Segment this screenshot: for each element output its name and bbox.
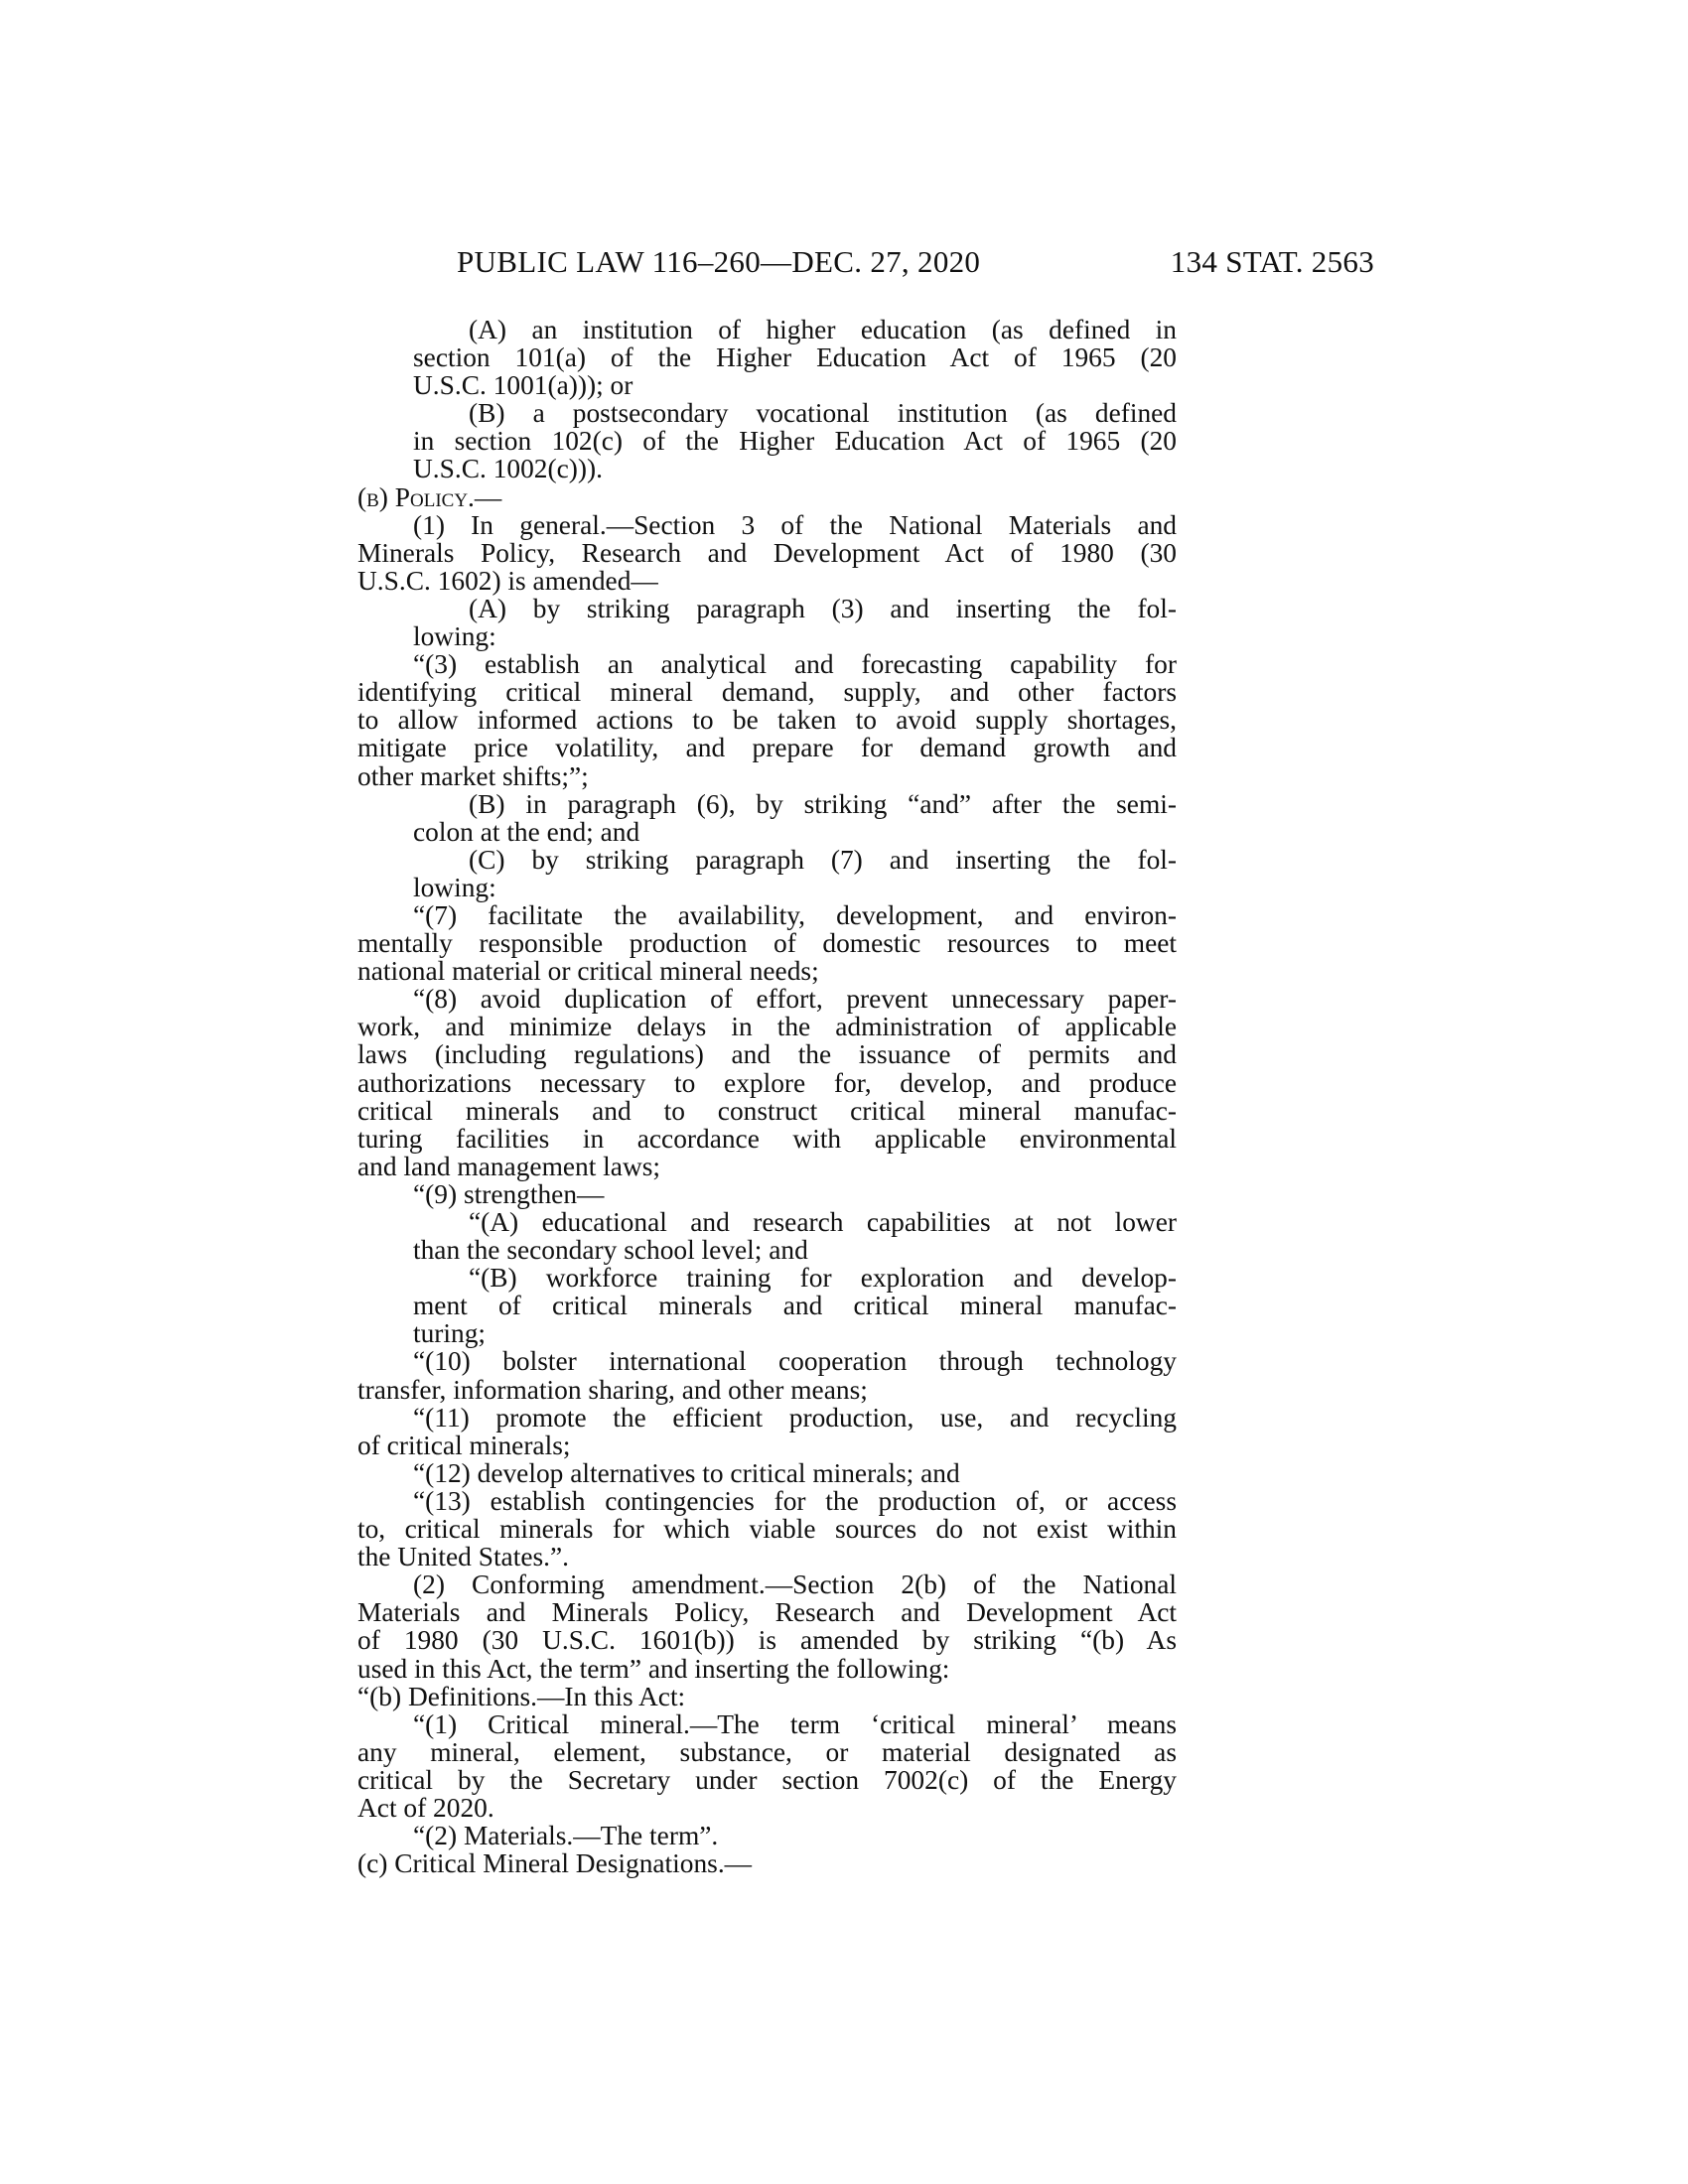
text-line: “(2) Materials.—The term”.	[413, 1821, 719, 1851]
text-line: U.S.C. 1602) is amended—	[357, 565, 658, 596]
text-line: work, and minimize delays in the administration of applicable	[357, 1012, 1177, 1042]
text-line: “(7) facilitate the availability, development, and environ-	[413, 899, 1177, 930]
text-line: (B) a postsecondary vocational institution (as defined	[469, 398, 1177, 429]
text-line: authorizations necessary to explore for, develop, and produce	[357, 1067, 1177, 1098]
text-line: critical by the Secretary under section 7002(c) of the Energy	[357, 1764, 1177, 1795]
text-line: “(13) establish contingencies for the production of, or access	[413, 1485, 1177, 1516]
text-line: to allow informed actions to be taken to avoid supply shortages,	[357, 705, 1177, 736]
text-line: lowing:	[413, 872, 496, 902]
text-line: of 1980 (30 U.S.C. 1601(b)) is amended by striking “(b) As	[357, 1625, 1177, 1656]
text-line: section 101(a) of the Higher Education Act of 1965 (20	[413, 342, 1177, 373]
text-line: turing facilities in accordance with applicable environmental	[357, 1123, 1177, 1154]
text-line: mentally responsible production of domestic resources to meet	[357, 928, 1177, 959]
text-line: colon at the end; and	[413, 816, 640, 847]
document-body	[357, 316, 1177, 1877]
text-line: “(8) avoid duplication of effort, prevent unnecessary paper-	[413, 984, 1177, 1015]
text-line: to, critical minerals for which viable sources do not exist within	[357, 1514, 1177, 1545]
text-line: U.S.C. 1001(a))); or	[413, 370, 633, 401]
text-line: than the secondary school level; and	[413, 1235, 808, 1266]
text-line: lowing:	[413, 621, 496, 652]
text-line: “(B) workforce training for exploration and develop-	[469, 1263, 1177, 1294]
text-line: (A) an institution of higher education (as defined in	[469, 315, 1177, 344]
text-line: U.S.C. 1002(c))).	[413, 454, 603, 484]
text-line: (B) in paragraph (6), by striking “and” after the semi-	[469, 788, 1177, 819]
text-line: transfer, information sharing, and other means;	[357, 1374, 868, 1405]
text-line: “(10) bolster international cooperation through technology	[413, 1346, 1177, 1377]
text-line: of critical minerals;	[357, 1430, 571, 1460]
text-line: (1) In general.—Section 3 of the National Materials and	[413, 509, 1177, 540]
text-line: national material or critical mineral needs;	[357, 956, 819, 987]
text-line: (c) Critical Mineral Designations.—	[357, 1848, 753, 1879]
text-line: “(12) develop alternatives to critical minerals; and	[413, 1457, 960, 1488]
text-line: “(11) promote the efficient production, use, and recycling	[413, 1402, 1177, 1433]
text-line: any mineral, element, substance, or material designated as	[357, 1736, 1177, 1767]
text-line: the United States.”.	[357, 1542, 569, 1572]
text-line: Minerals Policy, Research and Development Act of 1980 (30	[357, 537, 1177, 568]
text-line: “(3) establish an analytical and forecasting capability for	[413, 649, 1177, 680]
text-line: laws (including regulations) and the issuance of permits and	[357, 1039, 1177, 1070]
text-line: “(1) Critical mineral.—The term ‘critical mineral’ means	[413, 1708, 1177, 1739]
text-line: Materials and Minerals Policy, Research and Development Act	[357, 1597, 1177, 1628]
text-line: “(9) strengthen—	[413, 1178, 605, 1209]
text-line: and land management laws;	[357, 1151, 661, 1181]
text-line: in section 102(c) of the Higher Education Act of 1965 (20	[413, 426, 1177, 457]
text-line: ment of critical minerals and critical mineral manufac-	[413, 1291, 1177, 1321]
text-line: other market shifts;”;	[357, 760, 589, 791]
text-line: identifying critical mineral demand, supply, and other factors	[357, 677, 1177, 708]
text-line: used in this Act, the term” and inserting the following:	[357, 1653, 950, 1684]
text-line: (C) by striking paragraph (7) and inserting the fol-	[469, 844, 1177, 875]
text-line: Act of 2020.	[357, 1792, 494, 1823]
text-line: (A) by striking paragraph (3) and inserting the fol-	[469, 593, 1177, 623]
text-line: (2) Conforming amendment.—Section 2(b) of the National	[413, 1570, 1177, 1600]
text-line: critical minerals and to construct critical mineral manufac-	[357, 1095, 1177, 1126]
text-line: “(A) educational and research capabilities at not lower	[469, 1207, 1177, 1237]
text-line: turing;	[413, 1318, 487, 1349]
statute-page-number: 134 STAT. 2563	[1170, 244, 1374, 279]
public-law-citation: PUBLIC LAW 116–260—DEC. 27, 2020	[457, 244, 981, 279]
text-line: (b) Policy.—	[357, 481, 502, 512]
page-header	[457, 242, 1374, 282]
text-line: “(b) Definitions.—In this Act:	[357, 1681, 686, 1711]
text-line: mitigate price volatility, and prepare for demand growth and	[357, 733, 1177, 763]
